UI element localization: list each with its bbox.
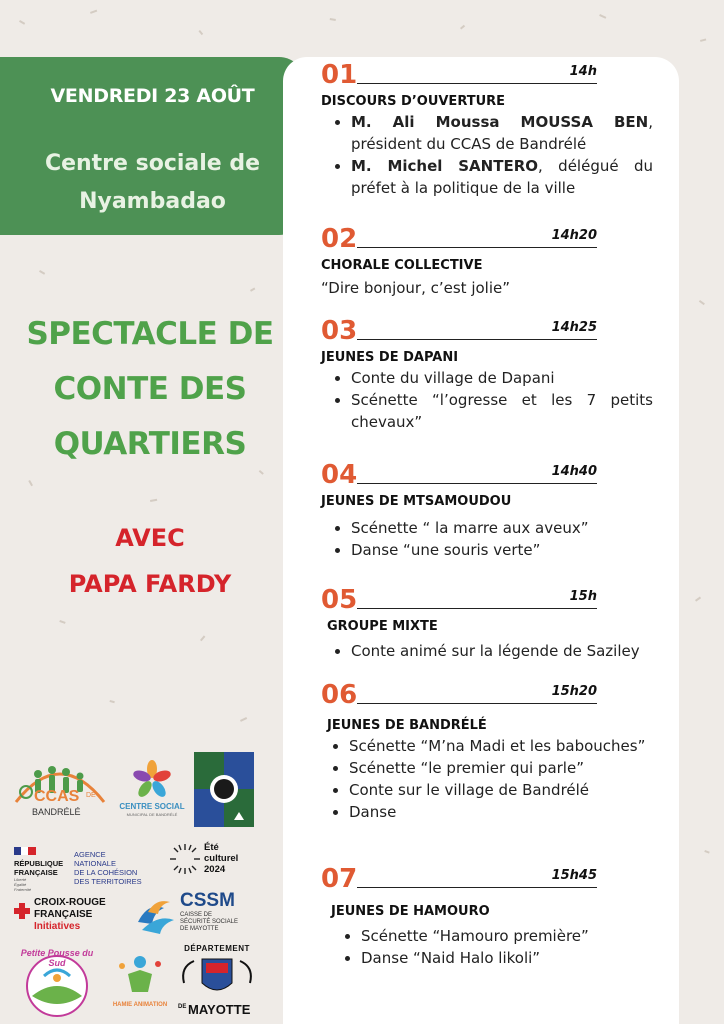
list-item: • Danse	[349, 801, 653, 823]
croix-rouge-text-2: FRANÇAISE	[34, 909, 93, 920]
list-item: • Scénette “ la marre aux aveux”	[351, 517, 653, 539]
sun-burst-icon	[168, 842, 202, 876]
list-item: • Conte animé sur la légende de Saziley	[351, 640, 653, 662]
section-divider	[357, 247, 597, 248]
ccas-logo-text-de: DE	[86, 792, 96, 799]
hamie-text: HAMIE ANIMATION	[112, 1002, 168, 1008]
cssm-subtext-2: SÉCURITÉ SOCIALE	[180, 919, 239, 925]
speaker-role: , président du CCAS de Bandrélé	[351, 113, 653, 153]
ete-text-3: 2024	[204, 864, 226, 875]
section-number: 03	[321, 316, 358, 346]
section-heading: DISCOURS D’OUVERTURE	[321, 94, 506, 109]
section-time: 15h20	[551, 684, 597, 699]
ccas-logo-text: CCAS	[34, 788, 80, 805]
section-heading: GROUPE MIXTE	[327, 619, 438, 634]
rf-motto-1: Liberté	[14, 877, 27, 882]
centre-social-flower-icon	[116, 760, 188, 800]
list-item: • Danse “Naid Halo likoli”	[361, 947, 653, 969]
list-item	[351, 155, 653, 199]
section-heading: JEUNES DE MTSAMOUDOU	[321, 494, 512, 509]
list-item: • Scénette “le premier qui parle”	[349, 757, 653, 779]
section-heading: CHORALE COLLECTIVE	[321, 258, 483, 273]
centre-social-logo-subtext: MUNICIPAL DE BANDRÉLÉ	[126, 812, 178, 817]
mayotte-seal-icon	[176, 953, 258, 1003]
event-place-line2: Nyambadao	[79, 189, 226, 214]
section-time: 14h20	[551, 228, 597, 243]
section-items	[321, 517, 653, 561]
cssm-wave-icon	[134, 894, 178, 938]
section-heading: JEUNES DE DAPANI	[321, 350, 459, 365]
section-time: 14h	[569, 64, 597, 79]
section-divider	[357, 339, 597, 340]
event-title	[0, 307, 300, 472]
section-time: 15h45	[551, 868, 597, 883]
event-title-line3: QUARTIERS	[53, 426, 247, 462]
list-item: • Conte sur le village de Bandrélé	[349, 779, 653, 801]
section-items	[321, 111, 653, 199]
program-section-01	[321, 60, 653, 199]
marianne-icon	[14, 847, 36, 855]
section-time: 15h	[569, 589, 597, 604]
section-heading: JEUNES DE BANDRÉLÉ	[327, 718, 487, 733]
hamie-animation-logo	[108, 952, 172, 1018]
section-items	[321, 735, 653, 823]
petite-pousse-text: Petite Pousse du Sud	[20, 948, 94, 968]
centre-social-logo	[116, 760, 188, 824]
program-section-05	[321, 585, 653, 662]
hamie-figure-icon	[108, 952, 172, 1002]
rf-motto-2: Égalité	[14, 882, 27, 887]
list-item	[351, 111, 653, 155]
event-place-line1: Centre sociale de	[44, 151, 261, 176]
section-divider	[357, 887, 597, 888]
rf-motto-3: Fraternité	[14, 887, 32, 892]
departement-mayotte-logo	[176, 944, 258, 1022]
section-divider	[357, 608, 597, 609]
program-section-06	[321, 680, 653, 823]
departement-text-de: DE	[178, 1004, 187, 1010]
section-items	[321, 367, 653, 433]
speaker-role: , délégué du préfet à la politique de la ville	[351, 157, 653, 197]
ete-culturel-logo	[168, 842, 258, 882]
guest-line2: PAPA FARDY	[68, 570, 232, 598]
cssm-subtext-3: DE MAYOTTE	[180, 926, 219, 932]
anct-logo	[74, 850, 154, 890]
guest-block	[0, 515, 300, 607]
event-place	[0, 145, 305, 221]
cssm-text: CSSM	[180, 890, 235, 911]
section-divider	[357, 703, 597, 704]
section-items	[321, 925, 653, 969]
ete-text-2: culturel	[204, 853, 239, 864]
republique-francaise-logo	[14, 840, 72, 892]
centre-social-logo-text: CENTRE SOCIAL	[119, 802, 185, 811]
program-section-04	[321, 460, 653, 561]
bandrele-coat-of-arms-icon	[194, 752, 254, 827]
guest-line1: AVEC	[115, 524, 185, 552]
speaker-name: M. Michel SANTERO	[351, 157, 539, 175]
section-time: 14h40	[551, 464, 597, 479]
program-section-02	[321, 224, 653, 297]
departement-text-mayotte: MAYOTTE	[188, 1002, 251, 1017]
ete-text-1: Été	[204, 842, 219, 853]
section-items	[321, 640, 653, 662]
section-divider	[357, 483, 597, 484]
departement-text: DÉPARTEMENT	[184, 944, 250, 953]
croix-rouge-text-1: CROIX-ROUGE	[34, 897, 106, 908]
section-number: 07	[321, 864, 358, 894]
anct-text-2: NATIONALE	[74, 859, 116, 868]
list-item: • Danse “une souris verte”	[351, 539, 653, 561]
list-item: • Scénette “l’ogresse et les 7 petits chevaux”	[351, 389, 653, 433]
section-divider	[357, 83, 597, 84]
list-item: • Scénette “Hamouro première”	[361, 925, 653, 947]
cssm-subtext-1: CAISSE DE	[180, 912, 213, 918]
section-number: 04	[321, 460, 358, 490]
anct-text-4: DES TERRITOIRES	[74, 877, 142, 886]
petite-pousse-logo	[14, 946, 100, 1020]
cssm-logo	[134, 890, 258, 942]
ccas-logo-text-bandrele: BANDRÉLÉ	[32, 807, 81, 817]
section-heading: JEUNES DE HAMOURO	[331, 904, 490, 919]
event-title-line1: SPECTACLE DE	[26, 316, 274, 352]
croix-rouge-text-3: Initiatives	[34, 921, 81, 932]
section-number: 05	[321, 585, 358, 615]
program-section-07	[321, 864, 653, 969]
program-section-03	[321, 316, 653, 433]
red-cross-icon	[14, 903, 30, 919]
section-time: 14h25	[551, 320, 597, 335]
event-title-line2: CONTE DES	[53, 371, 247, 407]
section-quote: “Dire bonjour, c’est jolie”	[321, 279, 511, 297]
croix-rouge-logo	[14, 897, 124, 937]
anct-text-3: DE LA COHÉSION	[74, 868, 138, 877]
event-date: VENDREDI 23 AOÛT	[50, 85, 255, 107]
speaker-name: M. Ali Moussa MOUSSA BEN	[351, 113, 649, 131]
section-number: 01	[321, 60, 358, 90]
section-number: 06	[321, 680, 358, 710]
section-number: 02	[321, 224, 358, 254]
list-item: • Conte du village de Dapani	[351, 367, 653, 389]
rf-text-1: RÉPUBLIQUE	[14, 859, 64, 868]
list-item: • Scénette “M’na Madi et les babouches”	[349, 735, 653, 757]
header-box	[0, 57, 305, 235]
anct-text-1: AGENCE	[74, 850, 106, 859]
ccas-logo	[10, 752, 110, 822]
rf-text-2: FRANÇAISE	[14, 868, 58, 877]
